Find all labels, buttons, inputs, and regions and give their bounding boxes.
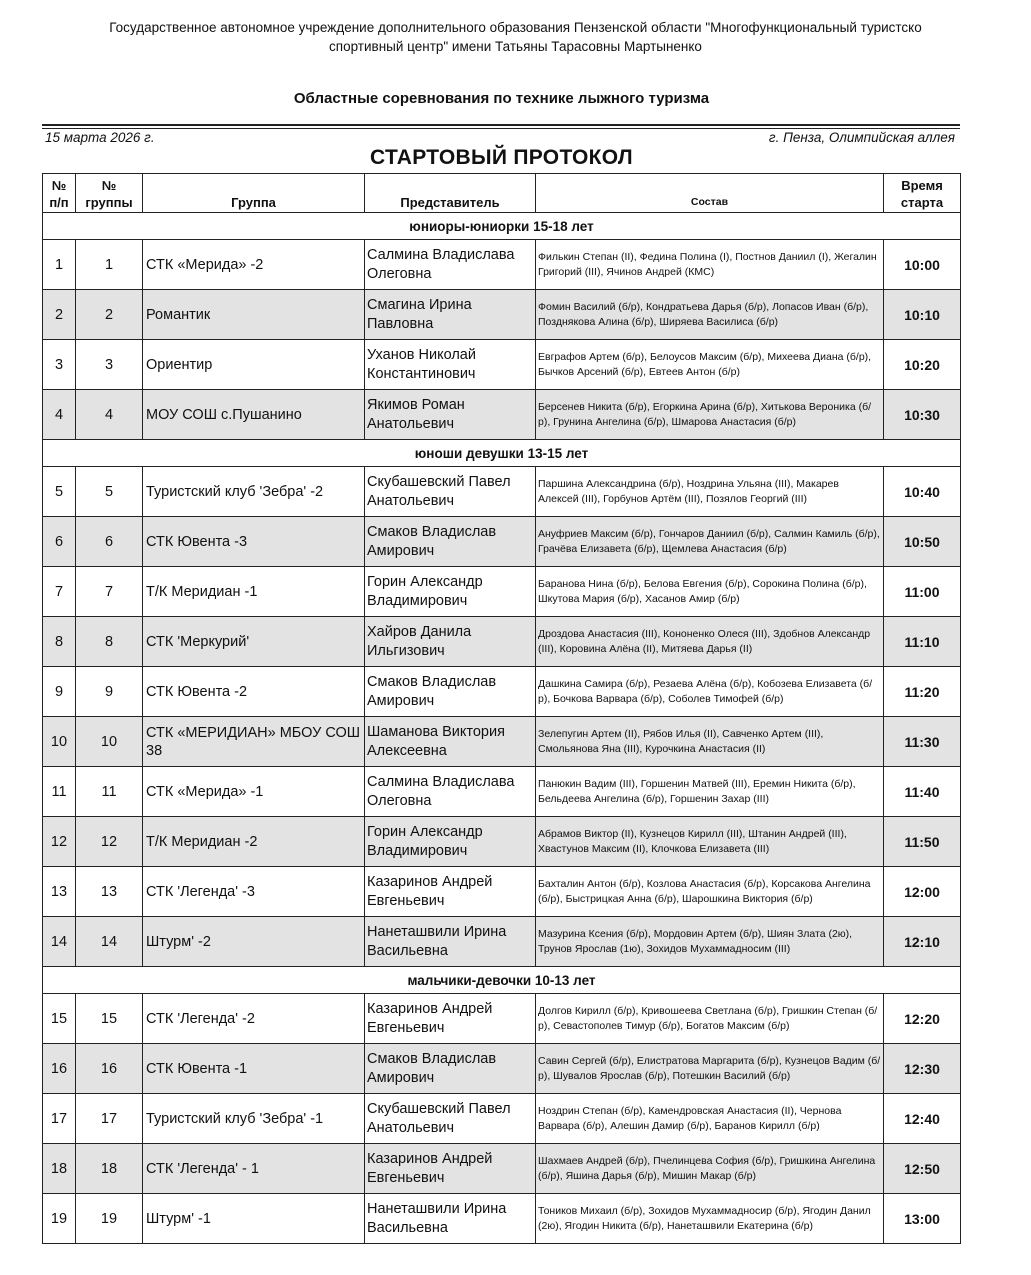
cell-start-time: 12:00 [884, 867, 961, 917]
header-members: Состав [536, 174, 884, 213]
table-row [43, 767, 961, 817]
cell-group-number: 3 [76, 340, 143, 390]
cell-start-time: 11:40 [884, 767, 961, 817]
cell-representative: Уханов Николай Константинович [365, 340, 536, 390]
cell-group-number: 19 [76, 1194, 143, 1244]
table-row [43, 717, 961, 767]
cell-number: 5 [43, 467, 76, 517]
cell-group-number: 6 [76, 517, 143, 567]
table-row [43, 567, 961, 617]
table-row [43, 917, 961, 967]
cell-representative: Скубашевский Павел Анатольевич [365, 467, 536, 517]
cell-group-name: СТК «Мерида» -2 [143, 240, 365, 290]
organization-line-2: спортивный центр" имени Татьяны Тарасовны Мартыненко [329, 39, 702, 54]
cell-group-number: 1 [76, 240, 143, 290]
cell-start-time: 11:10 [884, 617, 961, 667]
cell-members: Баранова Нина (б/р), Белова Евгения (б/р), Сорокина Полина (б/р), Шкутова Мария (б/р), Хасанов Амир (б/р) [536, 567, 884, 617]
table-row [43, 617, 961, 667]
table-row [43, 1094, 961, 1144]
cell-group-name: СТК 'Легенда' -3 [143, 867, 365, 917]
cell-group-number: 4 [76, 390, 143, 440]
cell-members: Шахмаев Андрей (б/р), Пчелинцева София (б/р), Гришкина Ангелина (б/р), Яшина Дарья (б/р), Мишин Макар (б/р) [536, 1144, 884, 1194]
cell-number: 10 [43, 717, 76, 767]
cell-number: 8 [43, 617, 76, 667]
table-row [43, 290, 961, 340]
cell-start-time: 11:30 [884, 717, 961, 767]
cell-group-number: 14 [76, 917, 143, 967]
cell-number: 14 [43, 917, 76, 967]
cell-number: 2 [43, 290, 76, 340]
cell-group-number: 15 [76, 994, 143, 1044]
cell-group-number: 8 [76, 617, 143, 667]
section-title: юниоры-юниорки 15-18 лет [43, 213, 961, 240]
cell-number: 3 [43, 340, 76, 390]
cell-number: 4 [43, 390, 76, 440]
cell-start-time: 12:50 [884, 1144, 961, 1194]
cell-group-name: СТК «Мерида» -1 [143, 767, 365, 817]
cell-representative: Казаринов Андрей Евгеньевич [365, 867, 536, 917]
competition-title: Областные соревнования по технике лыжного туризма [293, 90, 710, 107]
cell-start-time: 12:30 [884, 1044, 961, 1094]
cell-members: Панюкин Вадим (III), Горшенин Матвей (III), Еремин Никита (б/р), Бельдеева Ангелина (б/р), Горшенин Захар (III) [536, 767, 884, 817]
table-row [43, 667, 961, 717]
cell-group-name: МОУ СОШ с.Пушанино [143, 390, 365, 440]
cell-start-time: 10:50 [884, 517, 961, 567]
event-place: г. Пенза, Олимпийская аллея [768, 130, 955, 145]
cell-group-number: 2 [76, 290, 143, 340]
organization-line-1: Государственное автономное учреждение дополнительного образования Пензенской области "Многофункциональный туристско [109, 20, 922, 35]
cell-group-name: СТК Ювента -1 [143, 1044, 365, 1094]
cell-members: Берсенев Никита (б/р), Егоркина Арина (б/р), Хитькова Вероника (б/р), Грунина Ангелина (б/р), Шмарова Анастасия (б/р) [536, 390, 884, 440]
cell-start-time: 10:10 [884, 290, 961, 340]
cell-representative: Скубашевский Павел Анатольевич [365, 1094, 536, 1144]
cell-number: 18 [43, 1144, 76, 1194]
cell-number: 15 [43, 994, 76, 1044]
cell-representative: Смагина Ирина Павловна [365, 290, 536, 340]
cell-start-time: 10:40 [884, 467, 961, 517]
table-row [43, 817, 961, 867]
cell-group-name: Штурм' -1 [143, 1194, 365, 1244]
cell-members: Мазурина Ксения (б/р), Мордовин Артем (б/р), Шиян Злата (2ю), Трунов Ярослав (1ю), Зохидов Мухаммадносим (III) [536, 917, 884, 967]
cell-group-name: Ориентир [143, 340, 365, 390]
cell-representative: Смаков Владислав Амирович [365, 517, 536, 567]
cell-start-time: 13:00 [884, 1194, 961, 1244]
cell-number: 17 [43, 1094, 76, 1144]
cell-group-number: 18 [76, 1144, 143, 1194]
header-group: Группа [143, 174, 365, 213]
cell-members: Филькин Степан (II), Федина Полина (I), Постнов Даниил (I), Жегалин Григорий (III), Ячинов Андрей (КМС) [536, 240, 884, 290]
cell-members: Долгов Кирилл (б/р), Кривошеева Светлана (б/р), Гришкин Степан (б/р), Севастополев Тимур (б/р), Богатов Максим (б/р) [536, 994, 884, 1044]
cell-members: Абрамов Виктор (II), Кузнецов Кирилл (III), Штанин Андрей (III), Хвастунов Максим (II), Клочкова Елизавета (III) [536, 817, 884, 867]
table-row [43, 390, 961, 440]
header-representative: Представитель [365, 174, 536, 213]
cell-group-number: 5 [76, 467, 143, 517]
cell-start-time: 12:40 [884, 1094, 961, 1144]
section-title: юноши девушки 13-15 лет [43, 440, 961, 467]
cell-members: Бахталин Антон (б/р), Козлова Анастасия (б/р), Корсакова Ангелина (б/р), Быстрицкая Анна (б/р), Шарошкина Виктория (б/р) [536, 867, 884, 917]
cell-start-time: 10:20 [884, 340, 961, 390]
cell-representative: Смаков Владислав Амирович [365, 667, 536, 717]
section-header-row [43, 440, 961, 467]
table-row [43, 994, 961, 1044]
cell-group-number: 9 [76, 667, 143, 717]
table-row [43, 1194, 961, 1244]
cell-representative: Нанеташвили Ирина Васильевна [365, 1194, 536, 1244]
cell-representative: Горин Александр Владимирович [365, 817, 536, 867]
cell-members: Евграфов Артем (б/р), Белоусов Максим (б/р), Михеева Диана (б/р), Бычков Арсений (б/р), Евтеев Антон (б/р) [536, 340, 884, 390]
cell-group-name: СТК 'Легенда' - 1 [143, 1144, 365, 1194]
cell-members: Ануфриев Максим (б/р), Гончаров Даниил (б/р), Салмин Камиль (б/р), Грачёва Елизавета (б/р), Щемлева Анастасия (б/р) [536, 517, 884, 567]
section-header-row [43, 967, 961, 994]
section-header-row [43, 213, 961, 240]
cell-number: 12 [43, 817, 76, 867]
cell-representative: Горин Александр Владимирович [365, 567, 536, 617]
event-date: 15 марта 2026 г. [45, 130, 155, 145]
cell-group-number: 17 [76, 1094, 143, 1144]
table-row [43, 1144, 961, 1194]
cell-number: 7 [43, 567, 76, 617]
cell-start-time: 11:20 [884, 667, 961, 717]
cell-start-time: 12:10 [884, 917, 961, 967]
cell-group-name: СТК Ювента -3 [143, 517, 365, 567]
cell-members: Ноздрин Степан (б/р), Камендровская Анастасия (II), Чернова Варвара (б/р), Алешин Дамир (б/р), Баранов Кирилл (б/р) [536, 1094, 884, 1144]
cell-members: Савин Сергей (б/р), Елистратова Маргарита (б/р), Кузнецов Вадим (б/р), Шувалов Ярослав (б/р), Потешкин Василий (б/р) [536, 1044, 884, 1094]
cell-group-name: Туристский клуб 'Зебра' -1 [143, 1094, 365, 1144]
cell-number: 11 [43, 767, 76, 817]
cell-members: Фомин Василий (б/р), Кондратьева Дарья (б/р), Лопасов Иван (б/р), Позднякова Алина (б/р), Ширяева Василиса (б/р) [536, 290, 884, 340]
table-row [43, 1044, 961, 1094]
table-row [43, 867, 961, 917]
cell-group-name: СТК 'Меркурий' [143, 617, 365, 667]
cell-representative: Салмина Владислава Олеговна [365, 767, 536, 817]
table-row [43, 340, 961, 390]
divider-line [42, 124, 960, 126]
cell-members: Тоников Михаил (б/р), Зохидов Мухаммадносир (б/р), Ягодин Данил (2ю), Ягодин Никита (б/р), Нанеташвили Екатерина (б/р) [536, 1194, 884, 1244]
cell-group-number: 13 [76, 867, 143, 917]
cell-members: Зелепугин Артем (II), Рябов Илья (II), Савченко Артем (III), Смольянова Яна (III), Курочкина Анастасия (II) [536, 717, 884, 767]
cell-number: 6 [43, 517, 76, 567]
cell-group-name: Т/К Меридиан -1 [143, 567, 365, 617]
cell-group-name: СТК «МЕРИДИАН» МБОУ СОШ 38 [143, 717, 365, 767]
cell-representative: Смаков Владислав Амирович [365, 1044, 536, 1094]
table-row [43, 467, 961, 517]
cell-representative: Казаринов Андрей Евгеньевич [365, 1144, 536, 1194]
cell-group-number: 16 [76, 1044, 143, 1094]
cell-members: Дашкина Самира (б/р), Резаева Алёна (б/р), Кобозева Елизавета (б/р), Бочкова Варвара (б/р), Соболев Тимофей (б/р) [536, 667, 884, 717]
cell-group-number: 7 [76, 567, 143, 617]
cell-start-time: 10:00 [884, 240, 961, 290]
cell-members: Паршина Александрина (б/р), Ноздрина Ульяна (III), Макарев Алексей (III), Горбунов Артём (III), Позялов Георгий (III) [536, 467, 884, 517]
cell-start-time: 11:50 [884, 817, 961, 867]
cell-representative: Салмина Владислава Олеговна [365, 240, 536, 290]
cell-representative: Казаринов Андрей Евгеньевич [365, 994, 536, 1044]
cell-members: Дроздова Анастасия (III), Кононенко Олеся (III), Здобнов Александр (III), Коровина Алёна (II), Митяева Дарья (II) [536, 617, 884, 667]
header-group-num: № группы [76, 174, 143, 213]
organization-name [30, 18, 1001, 56]
cell-group-name: Романтик [143, 290, 365, 340]
cell-representative: Хайров Данила Ильгизович [365, 617, 536, 667]
cell-number: 16 [43, 1044, 76, 1094]
cell-start-time: 10:30 [884, 390, 961, 440]
cell-group-name: СТК 'Легенда' -2 [143, 994, 365, 1044]
section-title: мальчики-девочки 10-13 лет [43, 967, 961, 994]
cell-group-number: 12 [76, 817, 143, 867]
divider-line-thin [42, 128, 960, 129]
cell-number: 1 [43, 240, 76, 290]
cell-group-name: Штурм' -2 [143, 917, 365, 967]
cell-start-time: 12:20 [884, 994, 961, 1044]
table-header-row [43, 174, 961, 213]
start-protocol-table [42, 173, 961, 1244]
cell-group-name: СТК Ювента -2 [143, 667, 365, 717]
cell-representative: Шаманова Виктория Алексеевна [365, 717, 536, 767]
table-row [43, 517, 961, 567]
table-row [43, 240, 961, 290]
cell-number: 13 [43, 867, 76, 917]
protocol-title: СТАРТОВЫЙ ПРОТОКОЛ [370, 146, 633, 169]
cell-representative: Нанеташвили Ирина Васильевна [365, 917, 536, 967]
cell-group-name: Туристский клуб 'Зебра' -2 [143, 467, 365, 517]
header-start-time: Время старта [884, 174, 961, 213]
cell-number: 19 [43, 1194, 76, 1244]
cell-start-time: 11:00 [884, 567, 961, 617]
cell-representative: Якимов Роман Анатольевич [365, 390, 536, 440]
cell-number: 9 [43, 667, 76, 717]
cell-group-number: 10 [76, 717, 143, 767]
cell-group-number: 11 [76, 767, 143, 817]
header-num: № п/п [43, 174, 76, 213]
cell-group-name: Т/К Меридиан -2 [143, 817, 365, 867]
